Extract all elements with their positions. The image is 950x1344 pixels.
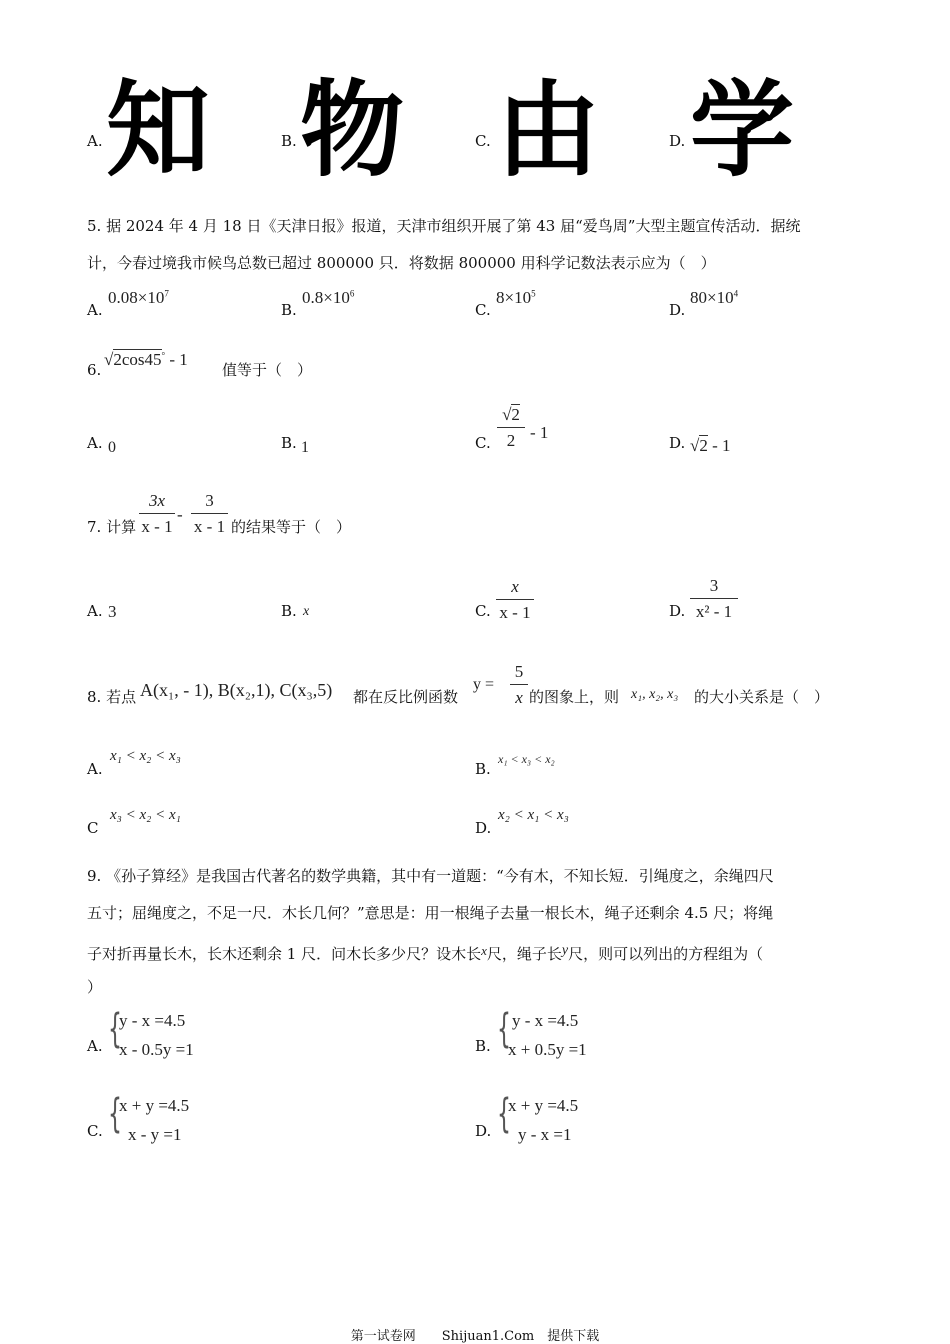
q9-option-b-eq2: x + 0.5y =1	[508, 1040, 587, 1059]
q9-option-b-eq1: y - x =4.5	[512, 1011, 579, 1030]
q8-option-b-label: B.	[475, 760, 491, 778]
brace-icon: {	[497, 1091, 511, 1137]
q7-tail: 的结果等于（ ）	[231, 518, 352, 536]
q8-option-d-label: D.	[475, 819, 492, 837]
q7-option-d-fraction: 3 x² - 1	[690, 576, 738, 622]
q9-option-a-label: A.	[87, 1037, 103, 1055]
q8-function-fraction: 5 x	[510, 662, 528, 708]
q7-option-c-label: C.	[475, 602, 491, 620]
brace-icon: {	[497, 1006, 511, 1052]
q9-option-b-label: B.	[475, 1037, 491, 1055]
q6-option-d-value: √2 - 1	[690, 436, 731, 455]
q8-option-a-value: x₁ < x₂ < x₃	[110, 748, 181, 764]
q4-option-a-label: A.	[87, 132, 103, 150]
q9-option-c-eq1: x + y =4.5	[119, 1096, 190, 1115]
q6-option-a-label: A.	[87, 434, 103, 452]
q8-prefix: 8. 若点	[87, 688, 137, 706]
q5-option-c-label: C.	[475, 301, 491, 319]
q6-number: 6.	[87, 361, 102, 379]
q4-option-d-char: 学	[690, 69, 795, 191]
q5-option-d-value: $80\times 10^4$	[690, 288, 739, 307]
sqrt-icon: √	[690, 436, 700, 455]
q9-option-a-eq1: y - x =4.5	[119, 1011, 186, 1030]
q5-option-a-value: $0.08\times 10^7$	[108, 288, 169, 307]
q5-option-d-label: D.	[669, 301, 686, 319]
q9-line-1: 9. 《孙子算经》是我国古代著名的数学典籍，其中有一道题：“今有木，不知长短．引绳度之，余绳四尺	[87, 867, 774, 885]
q4-option-d-label: D.	[669, 132, 686, 150]
q7-option-b-label: B.	[281, 602, 297, 620]
q7-option-d-label: D.	[669, 602, 686, 620]
q5-option-b-value: $0.8\times 10^6$	[302, 288, 355, 307]
q7-fraction-1: 3x x - 1	[139, 491, 175, 537]
q9-line-2: 五寸；屈绳度之，不足一尺．木长几何？”意思是：用一根绳子去量一根长木，绳子还剩余 4.5 尺；将绳	[87, 904, 774, 922]
q6-tail: 值等于（ ）	[222, 361, 313, 379]
q9-option-d-label: D.	[475, 1122, 492, 1140]
q5-option-a-label: A.	[87, 301, 103, 319]
q6-option-c-rest: - 1	[530, 423, 549, 442]
q4-option-b-char: 物	[300, 69, 405, 191]
q6-option-b-label: B.	[281, 434, 297, 452]
q7-prefix: 7. 计算	[87, 518, 137, 536]
q8-option-a-label: A.	[87, 760, 103, 778]
q8-after: 的图象上，则	[529, 688, 620, 706]
q4-option-b-label: B.	[281, 132, 297, 150]
q4-option-a-char: 知	[106, 69, 211, 191]
q6-option-d-label: D.	[669, 434, 686, 452]
q5-line-1: 5. 据 2024 年 4 月 18 日《天津日报》报道，天津市组织开展了第 43 届“爱鸟周”大型主题宣传活动．据统	[87, 217, 801, 235]
q6-option-a-value: 0	[108, 439, 116, 456]
q4-option-c-char: 由	[496, 69, 601, 191]
q7-option-a-label: A.	[87, 602, 103, 620]
q7-option-c-fraction: x x - 1	[496, 577, 534, 623]
q5-line-2: 计，今春过境我市候鸟总数已超过 800000 只．将数据 800000 用科学记数法表示应为（ ）	[87, 254, 716, 272]
q9-option-d-eq1: x + y =4.5	[508, 1096, 579, 1115]
q9-option-d-eq2: y - x =1	[518, 1125, 572, 1144]
q7-minus: -	[177, 505, 183, 524]
q9-option-a-eq2: x - 0.5y =1	[119, 1040, 194, 1059]
q7-fraction-2: 3 x - 1	[191, 491, 228, 537]
q7-option-b-value: x	[303, 604, 310, 619]
q8-option-d-value: x₂ < x₁ < x₃	[498, 807, 569, 823]
q5-option-b-label: B.	[281, 301, 297, 319]
q8-option-b-value: x₁ < x₃ < x₂	[498, 752, 555, 766]
q9-option-c-label: C.	[87, 1122, 103, 1140]
q8-tail: 的大小关系是（ ）	[694, 688, 830, 706]
q9-option-c-eq2: x - y =1	[128, 1125, 182, 1144]
q8-option-c-value: x₃ < x₂ < x₁	[110, 807, 181, 823]
q4-option-c-label: C.	[475, 132, 491, 150]
sqrt-icon: √	[104, 350, 114, 369]
q8-option-c-label: C	[87, 819, 99, 837]
q8-function-lhs: y =	[473, 676, 495, 693]
q9-line-3: 子对折再量长木，长木还剩余 1 尺．问木长多少尺？设木长x尺，绳子长y尺，则可以列出的方程组为（	[87, 943, 764, 963]
q5-option-c-value: $8\times 10^5$	[496, 288, 536, 307]
q7-option-a-value: 3	[108, 602, 117, 621]
sqrt-icon: √	[502, 405, 512, 424]
q8-vars: x₁, x₂, x₃	[631, 687, 679, 702]
q6-expression: √2cos45° - 1	[104, 350, 188, 369]
q8-middle: 都在反比例函数	[353, 688, 459, 706]
q6-option-c-label: C.	[475, 434, 491, 452]
brace-icon: {	[108, 1091, 122, 1137]
q6-option-b-value: 1	[301, 439, 309, 456]
q8-points: A(x₁, - 1), B(x₂,1), C(x₃,5)	[140, 680, 333, 700]
q6-option-c-fraction: √2 2	[497, 405, 525, 451]
page-footer: 第一试卷网 Shijuan1.Com 提供下载	[350, 1329, 600, 1344]
brace-icon: {	[108, 1006, 122, 1052]
q9-line-4: ）	[87, 978, 103, 996]
